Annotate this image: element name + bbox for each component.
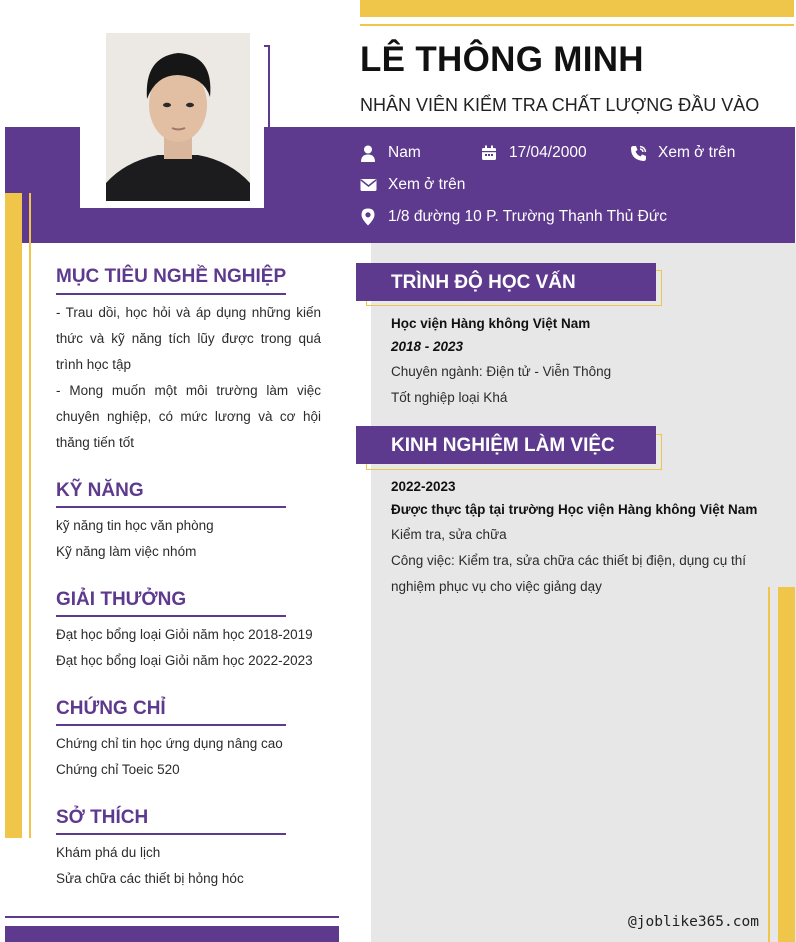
user-icon (358, 143, 378, 163)
objective-rule (56, 293, 286, 295)
education-heading: TRÌNH ĐỘ HỌC VẤN (391, 272, 576, 293)
top-gold-line (360, 24, 794, 26)
hobbies-rule (56, 833, 286, 835)
experience-heading: KINH NGHIỆM LÀM VIỆC (391, 435, 615, 456)
awards-rule (56, 615, 286, 617)
contact-birthday (479, 143, 587, 163)
skills-heading: KỸ NĂNG (56, 480, 144, 501)
awards-heading: GIẢI THƯỞNG (56, 589, 187, 610)
objective-heading: MỤC TIÊU NGHỀ NGHIỆP (56, 266, 287, 287)
profile-photo (106, 33, 250, 201)
hobby-item: Sửa chữa các thiết bị hỏng hóc (56, 871, 244, 886)
objective-line-1: - Trau dồi, học hỏi và áp dụng những kiến thức và kỹ năng tích lũy được trong quá trình học tập (56, 305, 321, 372)
right-gold-line (768, 587, 770, 942)
contact-gender (358, 143, 421, 163)
watermark: @joblike365.com (628, 914, 759, 930)
skills-rule (56, 506, 286, 508)
education-period: 2018 - 2023 (391, 339, 464, 354)
gender-text: Nam (388, 144, 421, 161)
bottom-purple-line (5, 916, 339, 918)
award-item: Đạt học bổng loại Giỏi năm học 2022-2023 (56, 653, 313, 668)
certificate-item: Chứng chỉ tin học ứng dụng nâng cao (56, 736, 283, 751)
experience-description-2: nghiệm phục vụ cho việc giảng dạy (391, 579, 602, 594)
map-pin-icon (358, 207, 378, 227)
education-grade: Tốt nghiệp loại Khá (391, 390, 508, 405)
certificates-rule (56, 724, 286, 726)
experience-role: Kiểm tra, sửa chữa (391, 527, 507, 542)
envelope-icon (358, 175, 378, 195)
contact-address (358, 207, 667, 227)
education-school: Học viện Hàng không Việt Nam (391, 316, 591, 331)
calendar-icon (479, 143, 499, 163)
address-text: 1/8 đường 10 P. Trường Thạnh Thủ Đức (388, 208, 667, 225)
hobby-item: Khám phá du lịch (56, 845, 161, 860)
skill-item: kỹ năng tin học văn phòng (56, 518, 214, 533)
left-gold-bar (5, 193, 22, 838)
top-gold-bar (360, 0, 794, 17)
candidate-name: LÊ THÔNG MINH (360, 40, 644, 79)
certificates-heading: CHỨNG CHỈ (56, 698, 166, 719)
email-text: Xem ở trên (388, 176, 466, 193)
birthday-text: 17/04/2000 (509, 144, 587, 161)
certificate-item: Chứng chỉ Toeic 520 (56, 762, 180, 777)
skill-item: Kỹ năng làm việc nhóm (56, 544, 197, 559)
experience-description-1: Công việc: Kiểm tra, sửa chữa các thiết bị điện, dụng cụ thí (391, 553, 747, 568)
contact-phone[interactable] (628, 143, 735, 163)
phone-icon (628, 143, 648, 163)
objective-line-2: - Mong muốn một môi trường làm việc chuyên nghiệp, có mức lương và cơ hội thăng tiến tốt (56, 383, 321, 450)
hobbies-heading: SỞ THÍCH (56, 807, 149, 828)
education-major: Chuyên ngành: Điện tử - Viễn Thông (391, 364, 612, 379)
right-gold-bar (778, 587, 795, 942)
experience-position: Được thực tập tại trường Học viện Hàng không Việt Nam (391, 502, 758, 517)
experience-period: 2022-2023 (391, 479, 456, 494)
contact-email[interactable] (358, 175, 465, 195)
left-gold-line (29, 193, 31, 838)
award-item: Đạt học bổng loại Giỏi năm học 2018-2019 (56, 627, 313, 642)
phone-text: Xem ở trên (658, 144, 736, 161)
bottom-purple-band (5, 926, 339, 942)
job-title: NHÂN VIÊN KIỂM TRA CHẤT LƯỢNG ĐẦU VÀO (360, 95, 760, 115)
